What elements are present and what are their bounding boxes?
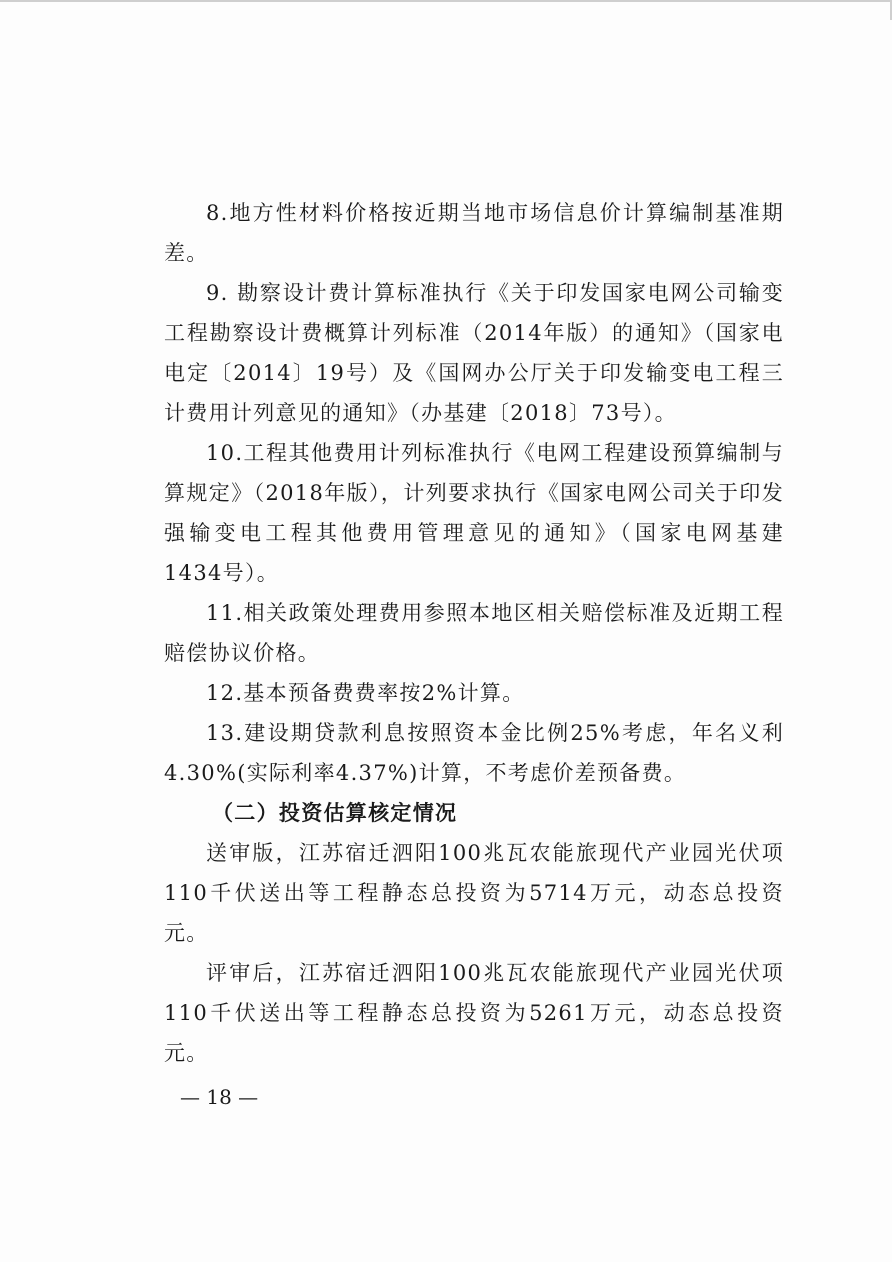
paragraph-13-line-2: 4.30%(实际利率4.37%)计算，不考虑价差预备费。 bbox=[164, 761, 687, 785]
paragraph-10-line-3: 强输变电工程其他费用管理意见的通知》（国家电网基建 bbox=[164, 521, 784, 545]
paragraph-10-line-2: 算规定》（2018年版），计列要求执行《国家电网公司关于印发 bbox=[164, 481, 784, 505]
reviewed-version-line-1: 评审后，江苏宿迁泗阳100兆瓦农能旅现代产业园光伏项 bbox=[206, 961, 784, 985]
reviewed-version-line-2: 110千伏送出等工程静态总投资为5261万元，动态总投资 bbox=[164, 1001, 784, 1025]
paragraph-11-line-1: 11.相关政策处理费用参照本地区相关赔偿标准及近期工程 bbox=[206, 601, 784, 625]
paragraph-9-line-2: 工程勘察设计费概算计列标准（2014年版）的通知》（国家电 bbox=[164, 321, 784, 345]
paragraph-10-line-1: 10.工程其他费用计列标准执行《电网工程建设预算编制与 bbox=[206, 441, 784, 465]
paragraph-8-line-2: 差。 bbox=[164, 241, 209, 265]
paragraph-10-line-4: 1434号）。 bbox=[164, 561, 280, 585]
page-number: — 18 — bbox=[180, 1085, 259, 1109]
submitted-version-line-2: 110千伏送出等工程静态总投资为5714万元，动态总投资 bbox=[164, 881, 784, 905]
submitted-version-line-3: 元。 bbox=[164, 921, 209, 945]
section-heading-investment-estimate: （二）投资估算核定情况 bbox=[212, 800, 458, 825]
paragraph-13-line-1: 13.建设期贷款利息按照资本金比例25%考虑，年名义利 bbox=[206, 721, 784, 745]
paragraph-8-line-1: 8.地方性材料价格按近期当地市场信息价计算编制基准期 bbox=[206, 201, 784, 225]
paragraph-11-line-2: 赔偿协议价格。 bbox=[164, 641, 321, 665]
paragraph-9-line-1: 9. 勘察设计费计算标准执行《关于印发国家电网公司输变 bbox=[206, 281, 784, 305]
submitted-version-line-1: 送审版，江苏宿迁泗阳100兆瓦农能旅现代产业园光伏项 bbox=[206, 841, 784, 865]
paragraph-9-line-4: 计费用计列意见的通知》（办基建〔2018〕73号）。 bbox=[164, 401, 677, 425]
paragraph-12: 12.基本预备费费率按2%计算。 bbox=[206, 681, 525, 705]
paragraph-9-line-3: 电定〔2014〕19号）及《国网办公厅关于印发输变电工程三 bbox=[164, 361, 784, 385]
page-top-edge bbox=[0, 0, 892, 2]
reviewed-version-line-3: 元。 bbox=[164, 1041, 209, 1065]
